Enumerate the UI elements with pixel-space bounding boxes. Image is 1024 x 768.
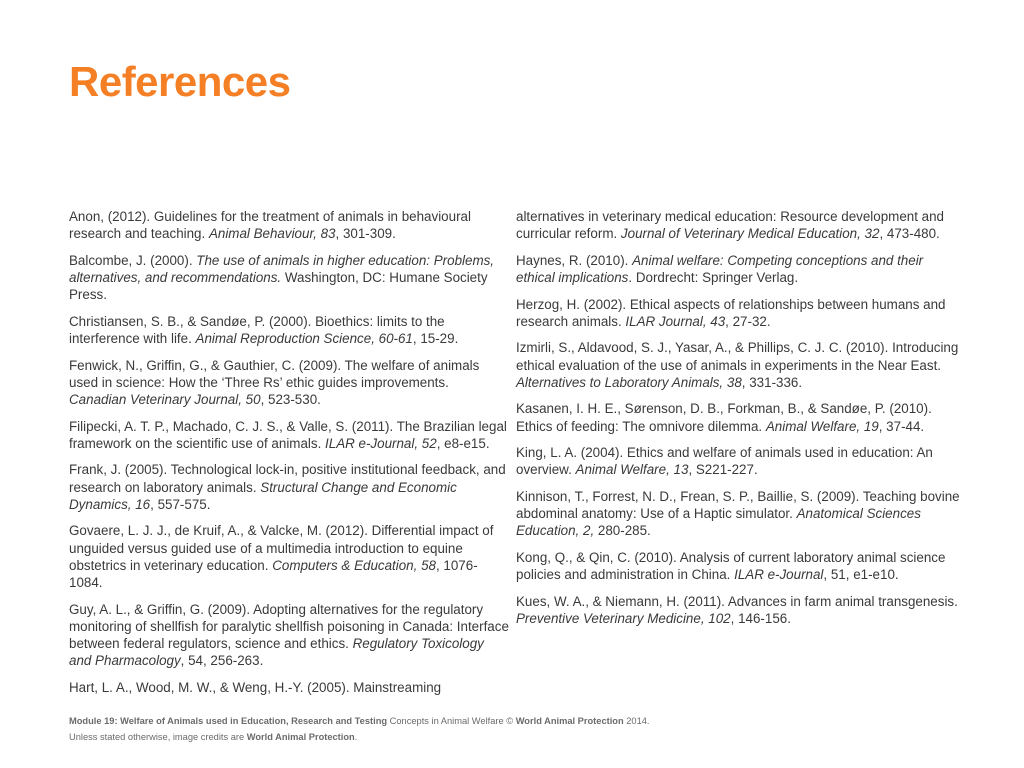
reference-entry: Fenwick, N., Griffin, G., & Gauthier, C. (2009). The welfare of animals used in science: How the ‘Three Rs’ ethic guides improvements. Canadian Veterinary Journal, 50, 523-530. <box>69 357 480 407</box>
reference-entry: Govaere, L. J. J., de Kruif, A., & Valcke, M. (2012). Differential impact of unguided versus guided use of a multimedia introduction to equine obstetrics in veterinary education. Computers & Education, 58, 1076-1084. <box>69 523 494 590</box>
footer-credits-org: World Animal Protection <box>246 732 355 742</box>
reference-entry: Anon, (2012). Guidelines for the treatment of animals in behavioural research and teaching. Animal Behaviour, 83, 301-309. <box>69 209 471 242</box>
reference-entry: alternatives in veterinary medical education: Resource development and curricular reform. Journal of Veterinary Medical Education, 32, 473-480. <box>516 209 944 242</box>
footer-module-title: Module 19: Welfare of Animals used in Education, Research and Testing <box>69 716 388 726</box>
reference-entry: Hart, L. A., Wood, M. W., & Weng, H.-Y. (2005). Mainstreaming <box>69 679 442 695</box>
reference-entry: King, L. A. (2004). Ethics and welfare of animals used in education: An overview. Animal Welfare, 13, S221-227. <box>516 445 933 478</box>
page-title: References <box>69 58 291 105</box>
reference-entry: Herzog, H. (2002). Ethical aspects of relationships between humans and research animals. ILAR Journal, 43, 27-32. <box>516 296 946 329</box>
footer-copyright: Module 19: Welfare of Animals used in Education, Research and Testing Concepts in Animal Welfare © World Animal Protection 2014. <box>69 716 650 726</box>
reference-entry: Kinnison, T., Forrest, N. D., Frean, S. P., Baillie, S. (2009). Teaching bovine abdominal anatomy: Use of a Haptic simulator. Anatomical Sciences Education, 2, 280-285. <box>516 488 960 539</box>
reference-entry: Kues, W. A., & Niemann, H. (2011). Advances in farm animal transgenesis. Preventive Veterinary Medicine, 102, 146-156. <box>516 593 958 626</box>
reference-entry: Guy, A. L., & Griffin, G. (2009). Adopting alternatives for the regulatory monitoring of shellfish for paralytic shellfish poisoning in Canada: Interface between federal regulators, science and ethics. Regulatory Toxicology and Pharmacology, 54, 256-263. <box>69 601 509 669</box>
footer-image-credits: Unless stated otherwise, image credits are World Animal Protection. <box>69 732 358 742</box>
reference-entry: Izmirli, S., Aldavood, S. J., Yasar, A., & Phillips, C. J. C. (2010). Introducing ethical evaluation of the use of animals in experiments in the Near East. Alternatives to Laboratory Animals, 38, 331-336. <box>516 340 959 390</box>
reference-entry: Kong, Q., & Qin, C. (2010). Analysis of current laboratory animal science policies and administration in China. ILAR e-Journal, 51, e1-e10. <box>516 549 946 583</box>
reference-entry: Kasanen, I. H. E., Sørenson, D. B., Forkman, B., & Sandøe, P. (2010). Ethics of feeding: The omnivore dilemma. Animal Welfare, 19, 37-44. <box>516 401 932 434</box>
references-right-column <box>516 208 960 637</box>
reference-entry: Christiansen, S. B., & Sandøe, P. (2000). Bioethics: limits to the interference with life. Animal Reproduction Science, 60-61, 15-29. <box>69 313 459 346</box>
footer-org: World Animal Protection <box>515 716 624 726</box>
reference-entry: Haynes, R. (2010). Animal welfare: Competing conceptions and their ethical implications. Dordrecht: Springer Verlag. <box>516 252 924 285</box>
references-left-column <box>69 208 509 705</box>
reference-entry: Frank, J. (2005). Technological lock-in, positive institutional feedback, and research on laboratory animals. Structural Change and Economic Dynamics, 16, 557-575. <box>69 462 506 512</box>
reference-entry: Balcombe, J. (2000). The use of animals in higher education: Problems, alternatives, and recommendations. Washington, DC: Humane Society Press. <box>69 252 495 303</box>
reference-entry: Filipecki, A. T. P., Machado, C. J. S., & Valle, S. (2011). The Brazilian legal framework on the scientific use of animals. ILAR e-Journal, 52, e8-e15. <box>69 418 507 451</box>
